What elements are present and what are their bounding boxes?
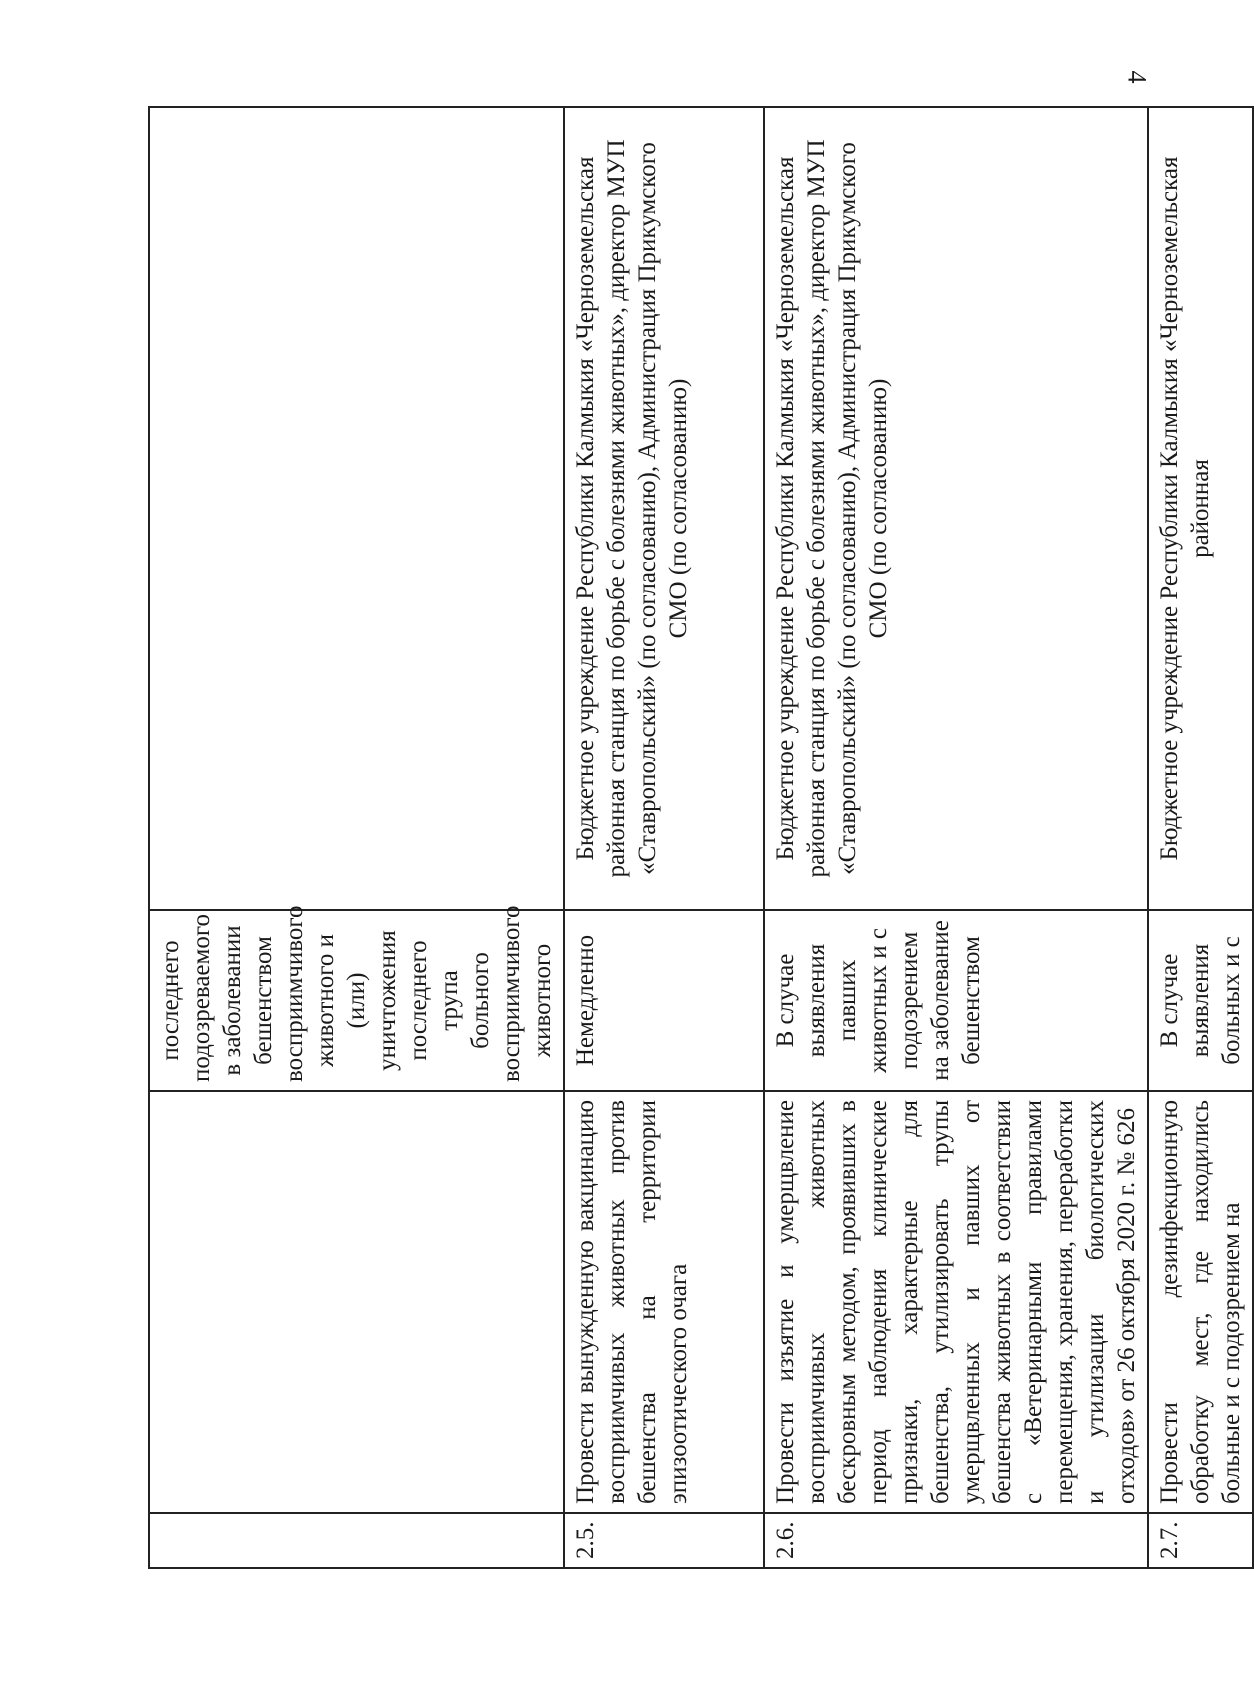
term-cell: последнего подозреваемого в заболевании бешенством восприимчивого животного и (или) уничтожения последнего трупа больного восприимчивого животного [149,910,564,1091]
action-cell [149,1091,564,1513]
measures-table [148,106,1254,1569]
responsible-cell: Бюджетное учреждение Республики Калмыкия «Черноземельская районная [1148,107,1253,910]
table-row [564,107,764,1568]
row-number: 2.7. [1148,1513,1253,1568]
row-number: 2.5. [564,1513,764,1568]
action-cell: Провести вынужденную вакцинацию восприимчивых животных против бешенства на территории эпизоотического очага [564,1091,764,1513]
responsible-cell [149,107,564,910]
responsible-cell: Бюджетное учреждение Республики Калмыкия «Черноземельская районная станция по борьбе с болезнями животных», директор МУП «Ставропольский» (по согласованию), Администрация Прикумского СМО (по согласованию) [564,107,764,910]
table-row [764,107,1148,1568]
row-number [149,1513,564,1568]
term-cell: Немедленно [564,910,764,1091]
rotated-page-content [148,108,1245,1569]
table-row [1148,107,1253,1568]
responsible-cell: Бюджетное учреждение Республики Калмыкия «Черноземельская районная станция по борьбе с болезнями животных», директор МУП «Ставропольский» (по согласованию), Администрация Прикумского СМО (по согласованию) [764,107,1148,910]
action-cell: Провести изъятие и умерщвление восприимчивых животных бескровным методом, проявивших в период наблюдения клинические признаки, характерные для бешенства, утилизировать трупы умерщвленных и павших от бешенства животных в соответствии с «Ветеринарными правилами перемещения, хранения, переработки и утилизации биологических отходов» от 26 октября 2020 г. № 626 [764,1091,1148,1513]
action-cell: Провести дезинфекционную обработку мест, где находились больные и с подозрением на [1148,1091,1253,1513]
row-number: 2.6. [764,1513,1148,1568]
page-number: 4 [1122,70,1152,84]
term-cell: В случае выявления павших животных и с подозрением на заболевание бешенством [764,910,1148,1091]
table-row [149,107,564,1568]
term-cell: В случае выявления больных и с [1148,910,1253,1091]
